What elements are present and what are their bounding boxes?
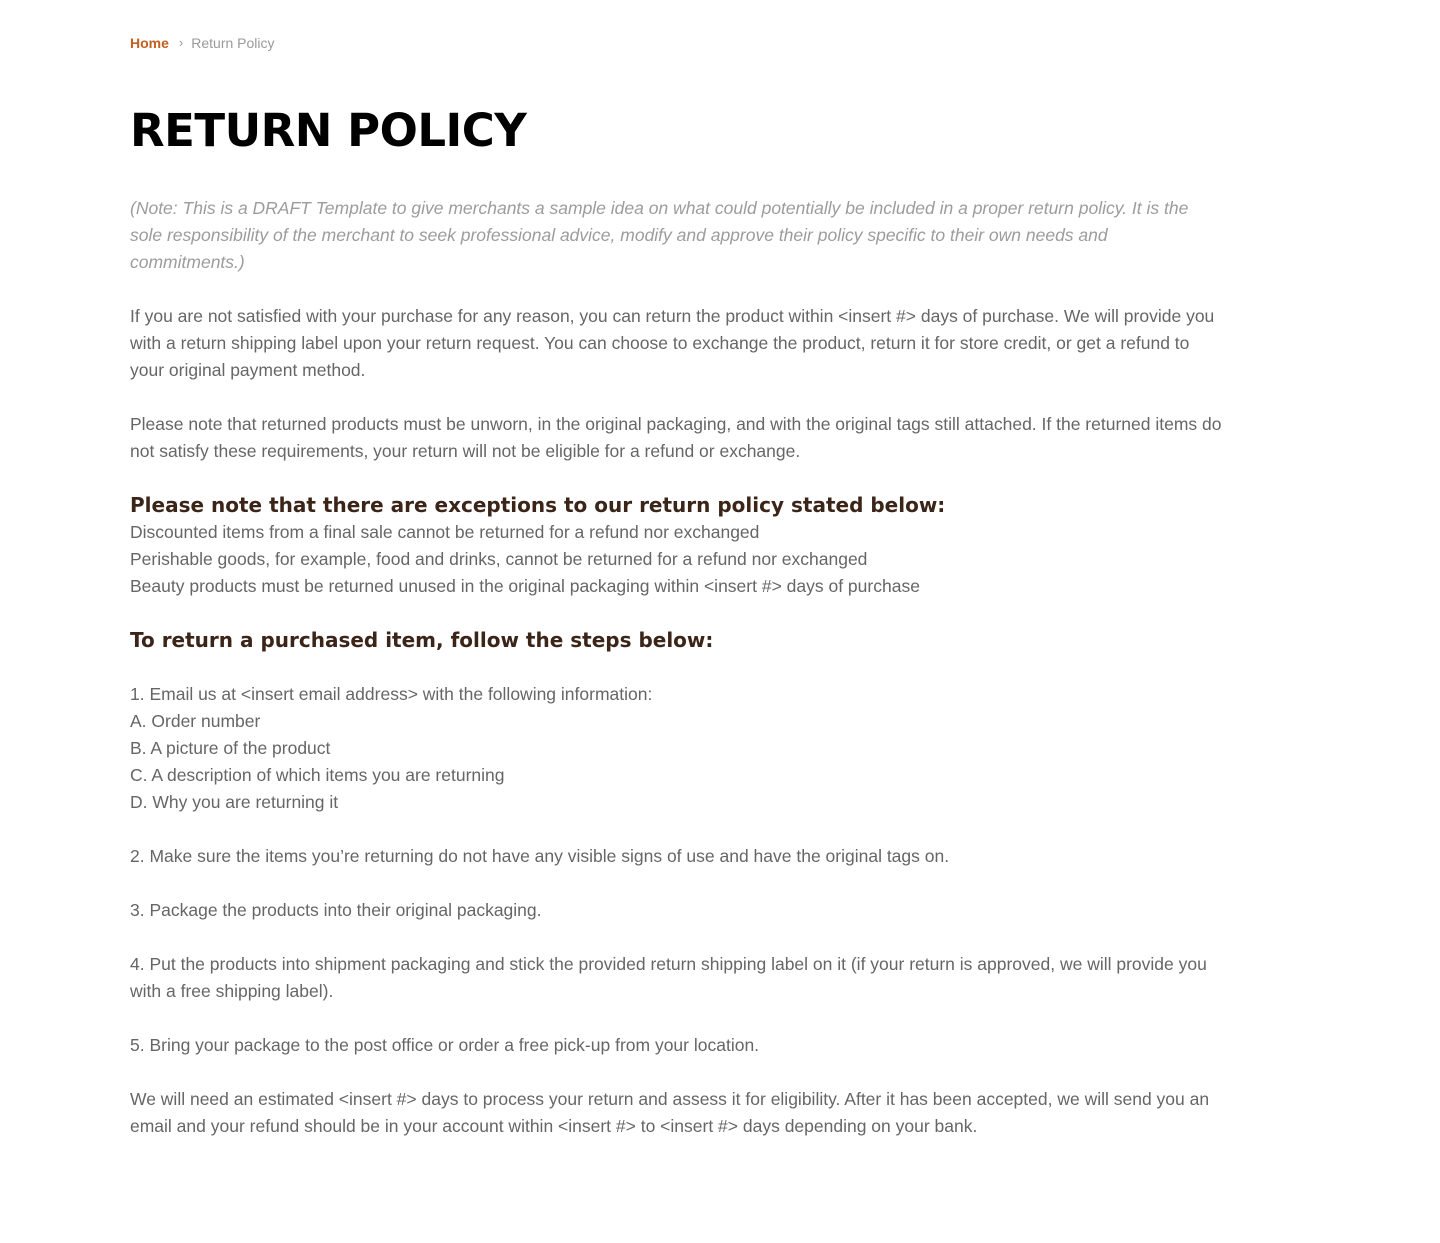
step-3: 3. Package the products into their original packaging.	[130, 900, 542, 920]
exceptions-heading: Please note that there are exceptions to our return policy stated below:	[130, 493, 946, 517]
step-1-subitem: D. Why you are returning it	[130, 792, 339, 812]
draft-note: (Note: This is a DRAFT Template to give merchants a sample idea on what could potentially be included in a proper return policy. It is the sole responsibility of the merchant to seek professional advice, modify and approve their policy specific to their own needs and commitments.)	[130, 198, 1189, 272]
exception-item: Beauty products must be returned unused in the original packaging within <insert #> days of purchase	[130, 576, 920, 596]
step-5: 5. Bring your package to the post office or order a free pick-up from your location.	[130, 1035, 760, 1055]
step-1-subitem: C. A description of which items you are returning	[130, 765, 505, 785]
policy-content	[130, 195, 1225, 1140]
step-1-subitem: B. A picture of the product	[130, 738, 331, 758]
step-1-subitem: A. Order number	[130, 711, 261, 731]
exception-item: Discounted items from a final sale cannot be returned for a refund nor exchanged	[130, 522, 760, 542]
breadcrumb	[130, 34, 275, 52]
closing-paragraph: We will need an estimated <insert #> days to process your return and assess it for eligibility. After it has been accepted, we will send you an email and your refund should be in your account within <insert #> to <insert #> days depending on your bank.	[130, 1089, 1210, 1136]
intro-paragraph-2: Please note that returned products must be unworn, in the original packaging, and with the original tags still attached. If the returned items do not satisfy these requirements, your return will not be eligible for a refund or exchange.	[130, 414, 1222, 461]
breadcrumb-current: Return Policy	[191, 35, 275, 51]
exceptions-list	[130, 519, 1225, 600]
intro-paragraph-1: If you are not satisfied with your purchase for any reason, you can return the product within <insert #> days of purchase. We will provide you with a return shipping label upon your return request. You can choose to exchange the product, return it for store credit, or get a refund to your original payment method.	[130, 306, 1215, 380]
step-4: 4. Put the products into shipment packaging and stick the provided return shipping label on it (if your return is approved, we will provide you with a free shipping label).	[130, 954, 1207, 1001]
step-2: 2. Make sure the items you’re returning do not have any visible signs of use and have the original tags on.	[130, 846, 950, 866]
steps-heading: To return a purchased item, follow the steps below:	[130, 628, 714, 652]
page-title: RETURN POLICY	[130, 104, 527, 157]
exception-item: Perishable goods, for example, food and drinks, cannot be returned for a refund nor exchanged	[130, 549, 868, 569]
breadcrumb-home-link[interactable]: Home	[130, 35, 169, 51]
step-1	[130, 681, 1225, 816]
breadcrumb-separator-icon: ›	[178, 35, 184, 50]
step-1-text: 1. Email us at <insert email address> with the following information:	[130, 684, 653, 704]
